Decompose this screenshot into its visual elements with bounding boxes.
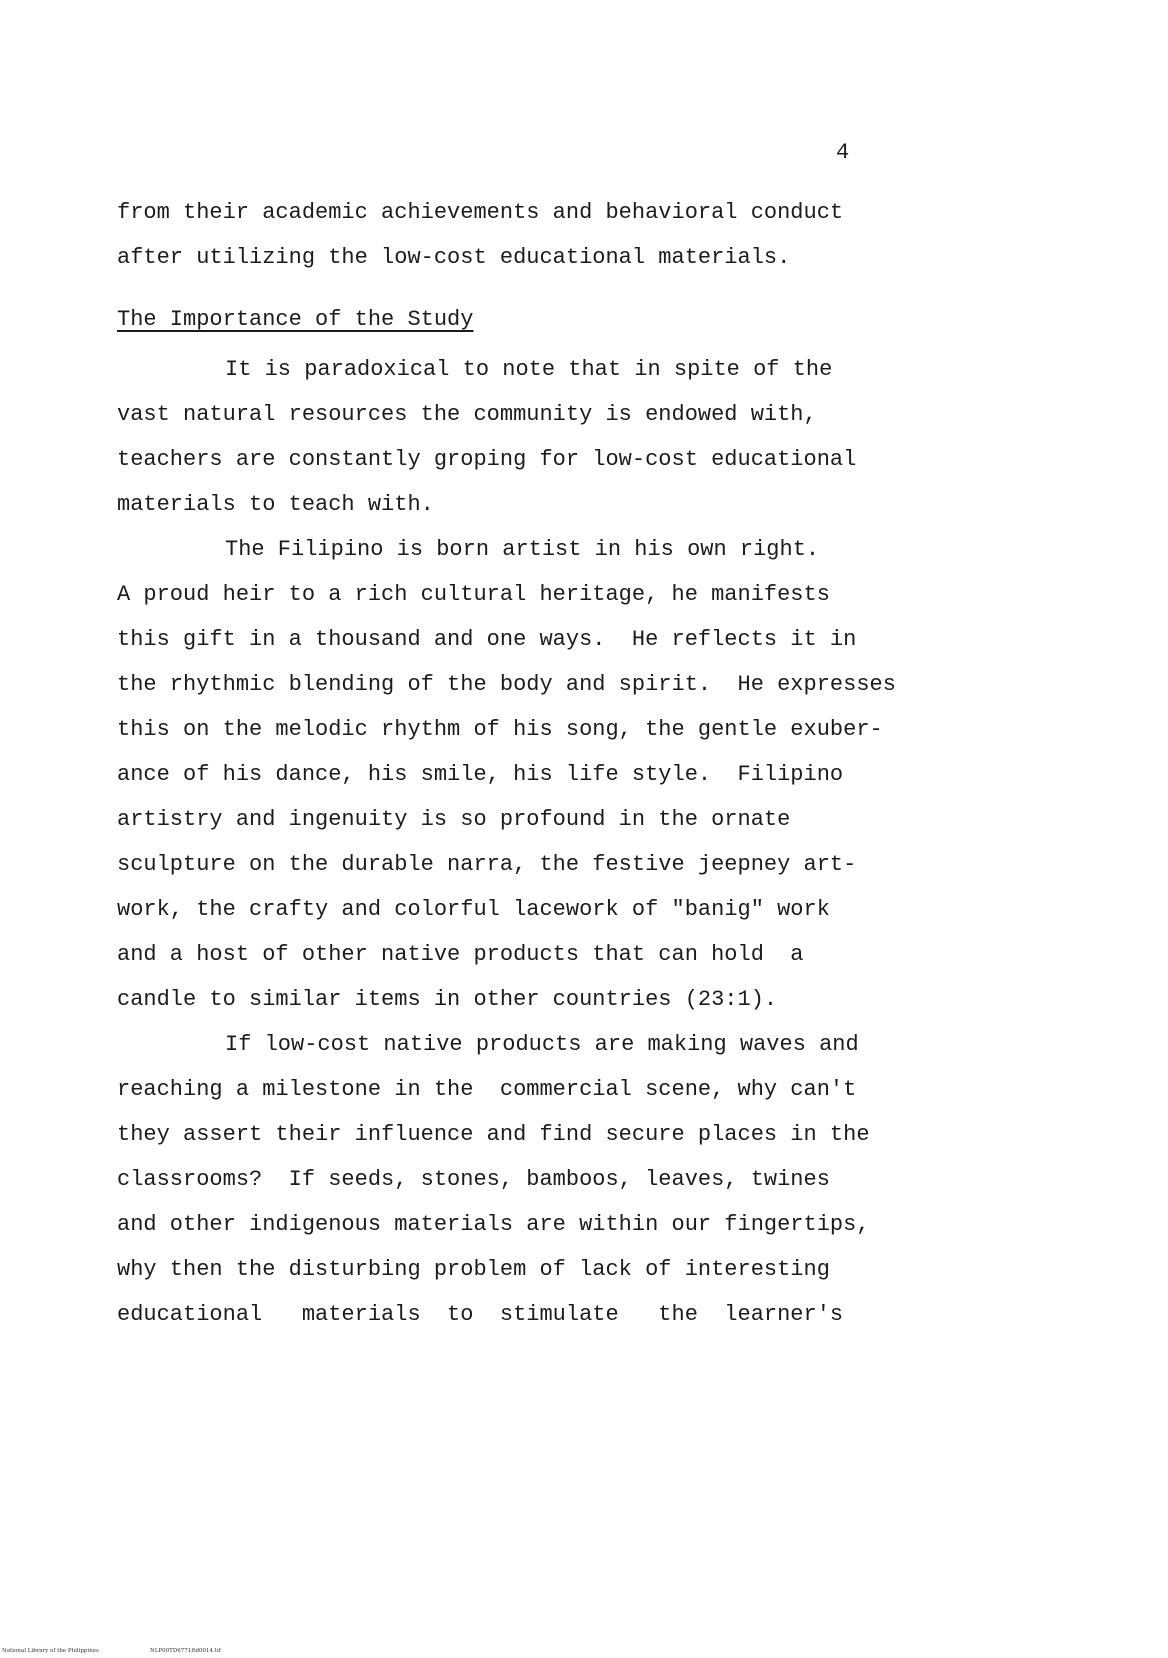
text-line: sculpture on the durable narra, the festive jeepney art- — [117, 852, 857, 877]
text-line: this gift in a thousand and one ways. He reflects it in — [117, 627, 857, 652]
text-line: A proud heir to a rich cultural heritage, he manifests — [117, 582, 830, 607]
section-heading — [117, 297, 1017, 342]
section-heading-text: The Importance of the Study — [117, 307, 474, 332]
text-line: The Filipino is born artist in his own right. — [225, 537, 820, 562]
text-line: reaching a milestone in the commercial scene, why can't — [117, 1077, 857, 1102]
footer-library-name: National Library of the Philippines — [2, 1648, 99, 1654]
text-line: vast natural resources the community is endowed with, — [117, 402, 817, 427]
text-line: materials to teach with. — [117, 492, 434, 517]
text-line: they assert their influence and find secure places in the — [117, 1122, 870, 1147]
text-line: and a host of other native products that can hold a — [117, 942, 804, 967]
text-line: It is paradoxical to note that in spite of the — [225, 357, 833, 382]
text-line: artistry and ingenuity is so profound in the ornate — [117, 807, 791, 832]
text-line: candle to similar items in other countries (23:1). — [117, 987, 778, 1012]
text-line: after utilizing the low-cost educational materials. — [117, 245, 791, 270]
text-line: and other indigenous materials are within our fingertips, — [117, 1212, 870, 1237]
continuation-paragraph — [117, 190, 1017, 280]
paragraph — [117, 347, 1017, 527]
text-line: If low-cost native products are making waves and — [225, 1032, 859, 1057]
document-body — [117, 190, 1017, 1337]
text-line: why then the disturbing problem of lack of interesting — [117, 1257, 830, 1282]
footer-file-name: NLP00TD6771ftd0014.tif — [150, 1648, 221, 1654]
text-line: this on the melodic rhythm of his song, the gentle exuber- — [117, 717, 883, 742]
text-line: work, the crafty and colorful lacework of "banig" work — [117, 897, 830, 922]
paragraph — [117, 1022, 1017, 1337]
text-line: from their academic achievements and behavioral conduct — [117, 200, 844, 225]
text-line: educational materials to stimulate the learner's — [117, 1302, 844, 1327]
text-line: ance of his dance, his smile, his life style. Filipino — [117, 762, 844, 787]
text-line: teachers are constantly groping for low-cost educational — [117, 447, 857, 472]
paragraph — [117, 527, 1017, 1022]
text-line: classrooms? If seeds, stones, bamboos, leaves, twines — [117, 1167, 830, 1192]
page-number: 4 — [836, 140, 850, 165]
text-line: the rhythmic blending of the body and spirit. He expresses — [117, 672, 896, 697]
